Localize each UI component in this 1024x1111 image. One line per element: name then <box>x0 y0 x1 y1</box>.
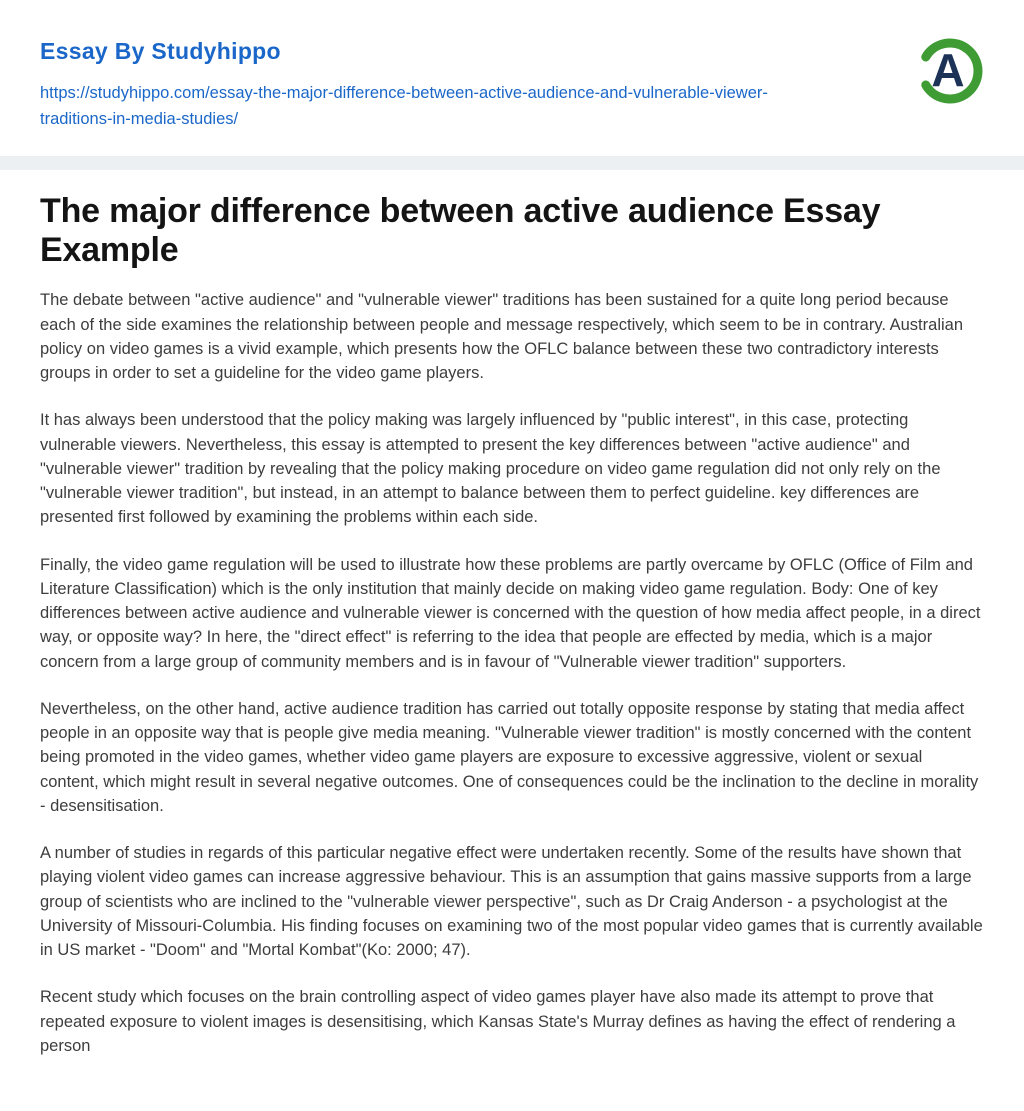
article-paragraph: Recent study which focuses on the brain controlling aspect of video games player have also made its attempt to prove that repeated exposure to violent images is desensitising, which Kansas State's Murray defines as having the effect of rendering a person <box>40 988 956 1055</box>
studyhippo-logo-icon <box>915 36 985 106</box>
article-paragraph: It has always been understood that the policy making was largely influenced by "public interest", in this case, protecting vulnerable viewers. Nevertheless, this essay is attempted to present the key differences between "active audience" and "vulnerable viewer" tradition by revealing that the policy making procedure on video game regulation did not only rely on the "vulnerable viewer tradition", but instead, in an attempt to balance between them to perfect guideline. key differences are presented first followed by examining the problems within each side. <box>40 411 941 527</box>
article-title: The major difference between active audience Essay Example <box>40 192 881 270</box>
article <box>0 170 1024 1111</box>
article-paragraph: A number of studies in regards of this particular negative effect were undertaken recently. Some of the results have shown that playing violent video games can increase aggressive behaviour. This is an assumption that gains massive supports from a large group of scientists who are inclined to the "vulnerable viewer perspective", such as Dr Craig Anderson - a psychologist at the University of Missouri-Columbia. His finding focuses on examining two of the most popular video games that is currently available in US market - "Doom" and "Mortal Kombat"(Ko: 2000; 47). <box>40 844 983 960</box>
logo-letter: A <box>931 44 965 96</box>
separator-band <box>0 156 1024 170</box>
header-text <box>40 38 984 132</box>
article-paragraph: Finally, the video game regulation will be used to illustrate how these problems are partly overcame by OFLC (Office of Film and Literature Classification) which is the only institution that mainly decide on making video game regulation. Body: One of key differences between active audience and vulnerable viewer is concerned with the question of how media affect people, in a direct way, or opposite way? In here, the "direct effect" is referring to the idea that people are effected by media, which is a major concern from a large group of community members and is in favour of "Vulnerable viewer tradition" supporters. <box>40 555 981 671</box>
studyhippo-logo[interactable] <box>915 36 985 106</box>
source-url-link[interactable]: https://studyhippo.com/essay-the-major-difference-between-active-audience-and-vulnerable-viewer-traditions-in-media-studies/ <box>40 84 768 128</box>
site-header <box>0 0 1024 156</box>
site-title: Essay By Studyhippo <box>40 38 281 64</box>
article-paragraph: The debate between "active audience" and "vulnerable viewer" traditions has been sustained for a quite long period because each of the side examines the relationship between people and message respectively, which seem to be in contrary. Australian policy on video games is a vivid example, which presents how the OFLC balance between these two contradictory interests groups in order to set a guideline for the video game players. <box>40 291 964 383</box>
article-paragraph: Nevertheless, on the other hand, active audience tradition has carried out totally opposite response by stating that media affect people in an opposite way that is people give media meaning. "Vulnerable viewer tradition" is mostly concerned with the content being promoted in the video games, whether video game players are exposure to excessive aggressive, violent or sexual content, which might result in several negative outcomes. One of consequences could be the inclination to the decline in morality - desensitisation. <box>40 699 979 815</box>
